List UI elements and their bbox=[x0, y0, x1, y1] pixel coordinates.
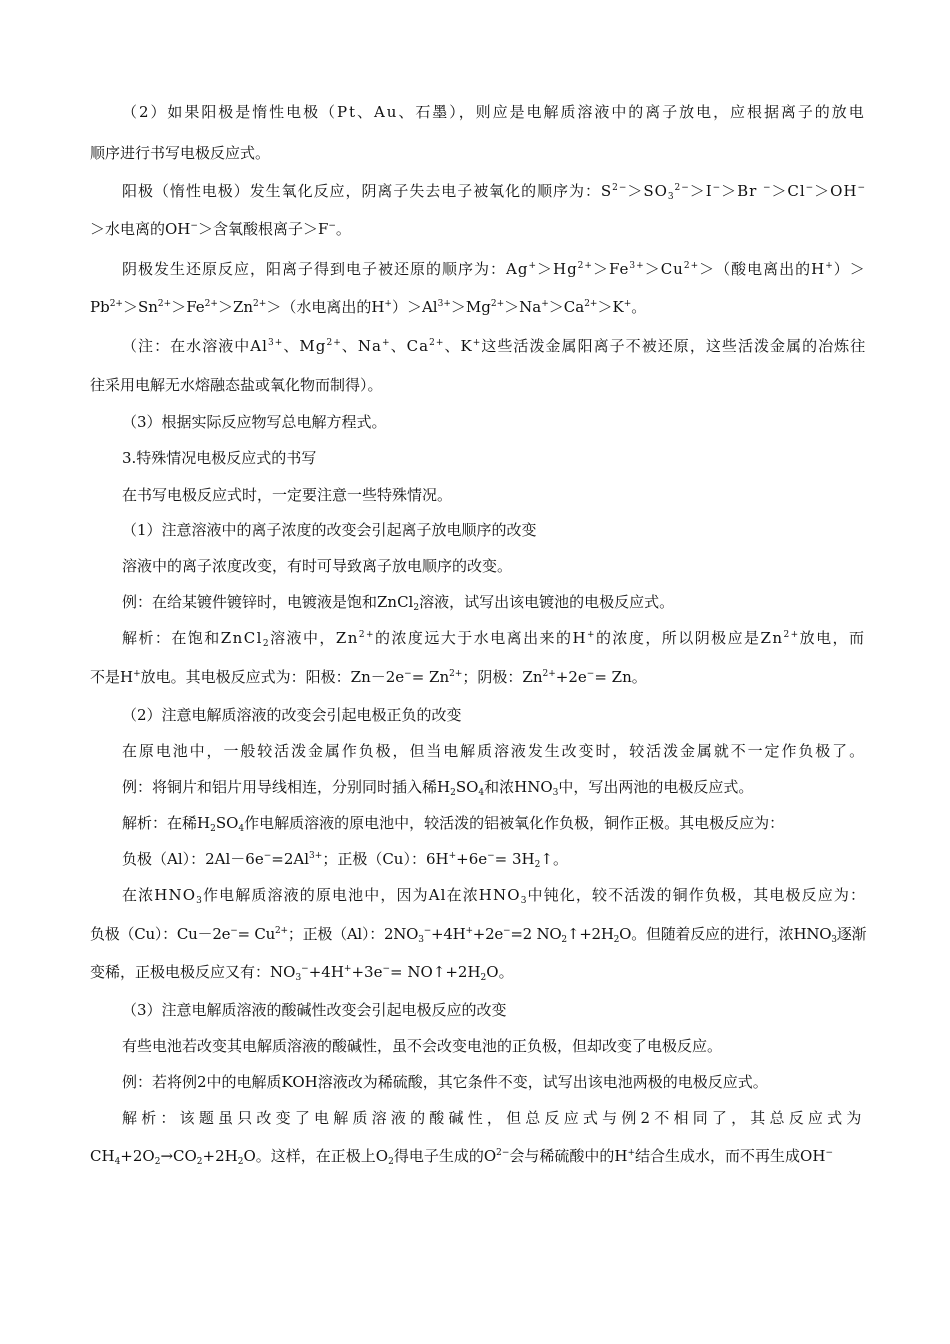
superscript: 2+ bbox=[358, 630, 376, 640]
superscript: 2+ bbox=[275, 926, 288, 936]
superscript: 2− bbox=[612, 183, 628, 193]
superscript: − bbox=[503, 926, 511, 936]
superscript: + bbox=[448, 851, 457, 861]
superscript: 2− bbox=[496, 1148, 510, 1158]
subscript: 3 bbox=[831, 935, 837, 945]
subheading: （2）注意电解质溶液的改变会引起电极正负的改变 bbox=[122, 706, 462, 724]
superscript: 2+ bbox=[783, 630, 800, 640]
text-line: 在书写电极反应式时，一定要注意一些特殊情况。 bbox=[122, 486, 453, 504]
text-line: （3）根据实际反应物写总电解方程式。 bbox=[122, 413, 387, 431]
subscript: 2 bbox=[237, 1157, 244, 1167]
text-line: 变稀，正极电极反应又有：$NO_3^-+4H^++3e^-=$ $NO↑+2H_2O$。 bbox=[90, 963, 514, 983]
subscript: 2 bbox=[450, 788, 456, 798]
text-line: 不是H+放电。其电极反应式为：阳极：$Zn-2e^-= Zn^{2+}$；阴极：$Zn^{2+}+2e^-= Zn$。 bbox=[90, 668, 647, 686]
superscript: − bbox=[404, 669, 412, 679]
superscript: + bbox=[472, 338, 482, 348]
superscript: − bbox=[586, 669, 595, 679]
superscript: − bbox=[190, 221, 198, 231]
superscript: + bbox=[541, 299, 549, 309]
superscript: − bbox=[263, 851, 272, 861]
superscript: + bbox=[623, 299, 632, 309]
text-line: 有些电池若改变其电解质溶液的酸碱性，虽不会改变电池的正负极，但却改变了电极反应。 bbox=[122, 1037, 723, 1055]
text-line: 阴极发生还原反应，阳离子得到电子被还原的顺序为：$Ag^+>Hg^{2+}>Fe^{3+}>Cu^{2+}>$（酸电离出的H+）＞ bbox=[122, 260, 866, 278]
subscript: 3 bbox=[418, 935, 424, 945]
superscript: 2+ bbox=[577, 261, 593, 271]
superscript: 2− bbox=[674, 183, 690, 193]
superscript: + bbox=[384, 299, 392, 309]
subscript: 2 bbox=[388, 1157, 394, 1167]
superscript: 2+ bbox=[253, 299, 267, 309]
subscript: 2 bbox=[561, 935, 567, 945]
superscript: − bbox=[487, 851, 495, 861]
text-line: $Pb^{2+}>Sn^{2+}>Fe^{2+}>Zn^{2+}>$（水电离出的$H^+)>Al^{3+}>Mg^{2+}>Na^+>Ca^{2+}>K^+$。 bbox=[90, 298, 647, 316]
superscript: 2+ bbox=[542, 669, 556, 679]
text-line: 溶液中的离子浓度改变，有时可导致离子放电顺序的改变。 bbox=[122, 557, 513, 575]
subscript: 2 bbox=[534, 860, 541, 870]
text-line: 解析：在饱和ZnCl$_2$溶液中，$Zn^{2+}$的浓度远大于水电离出来的H+的浓度，所以阴极应是$Zn^{2+}$放电，而 bbox=[122, 629, 866, 649]
text-line: 在原电池中，一般较活泼金属作负极，但当电解质溶液发生改变时，较活泼金属就不一定作负极了。 bbox=[122, 742, 867, 760]
superscript: 2+ bbox=[449, 669, 463, 679]
superscript: 3+ bbox=[629, 261, 645, 271]
subscript: 3 bbox=[667, 192, 675, 202]
subscript: 3 bbox=[520, 896, 528, 906]
superscript: − bbox=[382, 964, 391, 974]
subheading: （3）注意电解质溶液的酸碱性改变会引起电极反应的改变 bbox=[122, 1001, 507, 1019]
subscript: 2 bbox=[413, 603, 420, 613]
text-line: $CH_4+2O_2\to CO_2+2H_2O$。这样，在正极上$O_2$得电子生成的$O^{2-}$会与稀硫酸中的H+结合生成水，而不再生成OH− bbox=[90, 1147, 833, 1167]
superscript: 2+ bbox=[429, 338, 445, 348]
superscript: + bbox=[528, 261, 537, 271]
text-line: 解析：在稀$H_2SO_4$作电解质溶液的原电池中，较活泼的铝被氧化作负极，铜作正极。其电极反应为： bbox=[122, 814, 785, 834]
superscript: 3+ bbox=[437, 299, 451, 309]
section-heading: 3.特殊情况电极反应式的书写 bbox=[122, 449, 317, 467]
superscript: − bbox=[762, 183, 772, 193]
text-line: （注：在水溶液中$Al^{3+}$、$Mg^{2+}$、Na+、$Ca^{2+}$、K+这些活泼金属阳离子不被还原，这些活泼金属的冶炼往 bbox=[122, 337, 867, 355]
text-line: 解析：该题虽只改变了电解质溶液的酸碱性，但总反应式与例2不相同了，其总反应式为 bbox=[122, 1109, 866, 1127]
text-line: ＞水电离的OH−＞含氧酸根离子＞F−。 bbox=[90, 220, 351, 238]
superscript: 2+ bbox=[109, 299, 123, 309]
superscript: − bbox=[712, 183, 722, 193]
superscript: 2+ bbox=[157, 299, 172, 309]
superscript: − bbox=[857, 183, 866, 193]
subscript: 3 bbox=[196, 896, 203, 906]
superscript: + bbox=[586, 630, 596, 640]
subscript: 2 bbox=[210, 824, 216, 834]
subscript: 4 bbox=[238, 824, 245, 834]
superscript: + bbox=[133, 669, 141, 679]
text-line: 负极（Cu）：$Cu-2e^-= Cu^{2+}$；正极（Al）：$2NO_3^-+4H^++2e^-=2$ $NO_2↑+2H_2O$。但随着反应的进行，浓$HNO_3$逐渐 bbox=[90, 925, 867, 945]
subscript: 4 bbox=[478, 788, 485, 798]
subscript: 3 bbox=[295, 973, 302, 983]
subscript: 2 bbox=[480, 973, 487, 983]
superscript: 2+ bbox=[204, 299, 218, 309]
superscript: + bbox=[465, 926, 473, 936]
subscript: 3 bbox=[552, 788, 559, 798]
superscript: − bbox=[230, 926, 238, 936]
subscript: 2 bbox=[154, 1157, 161, 1167]
superscript: 2+ bbox=[584, 299, 598, 309]
subheading: （1）注意溶液中的离子浓度的改变会引起离子放电顺序的改变 bbox=[122, 521, 537, 539]
superscript: 2+ bbox=[490, 299, 505, 309]
superscript: − bbox=[423, 926, 431, 936]
text-line: 阳极（惰性电极）发生氧化反应，阴离子失去电子被氧化的顺序为：$S^{2-}>SO_3^{2-}>I^->Br$ −＞Cl−＞OH− bbox=[122, 182, 866, 202]
text-line: （2）如果阳极是惰性电极（Pt、Au、石墨），则应是电解质溶液中的离子放电，应根据离子的放电 bbox=[122, 103, 866, 121]
superscript: − bbox=[328, 221, 336, 231]
text-line: 例：将铜片和铝片用导线相连，分别同时插入稀$H_2SO_4$和浓$HNO_3$中，写出两池的电极反应式。 bbox=[122, 778, 754, 798]
superscript: + bbox=[343, 964, 352, 974]
text-line: 负极（Al）：$2Al-6e^-=2Al^{3+}$；正极（Cu）：$6H^++6e^-= 3H_2↑$。 bbox=[122, 850, 568, 870]
subscript: 2 bbox=[613, 935, 620, 945]
superscript: + bbox=[825, 261, 834, 271]
superscript: 2+ bbox=[683, 261, 700, 271]
text-line: 例：在给某镀件镀锌时，电镀液是饱和ZnCl$_2$溶液，试写出该电镀池的电极反应式。 bbox=[122, 593, 675, 613]
superscript: − bbox=[805, 183, 815, 193]
text-line: 顺序进行书写电极反应式。 bbox=[90, 144, 271, 162]
superscript: − bbox=[301, 964, 309, 974]
superscript: − bbox=[825, 1148, 833, 1158]
superscript: 3+ bbox=[268, 338, 284, 348]
text-line: 例：若将例2中的电解质KOH溶液改为稀硫酸，其它条件不变，试写出该电池两极的电极反应式。 bbox=[122, 1073, 768, 1091]
superscript: + bbox=[627, 1148, 636, 1158]
subscript: 4 bbox=[114, 1157, 121, 1167]
text-line: 往采用电解无水熔融态盐或氧化物而制得）。 bbox=[90, 376, 383, 394]
subscript: 2 bbox=[262, 639, 271, 649]
subscript: 2 bbox=[196, 1157, 203, 1167]
superscript: + bbox=[381, 338, 391, 348]
text-line: 在浓$HNO_3$作电解质溶液的原电池中，因为Al在浓$HNO_3$中钝化，较不活泼的铜作负极，其电极反应为： bbox=[122, 886, 867, 906]
superscript: 3+ bbox=[309, 851, 323, 861]
superscript: 2+ bbox=[326, 338, 342, 348]
